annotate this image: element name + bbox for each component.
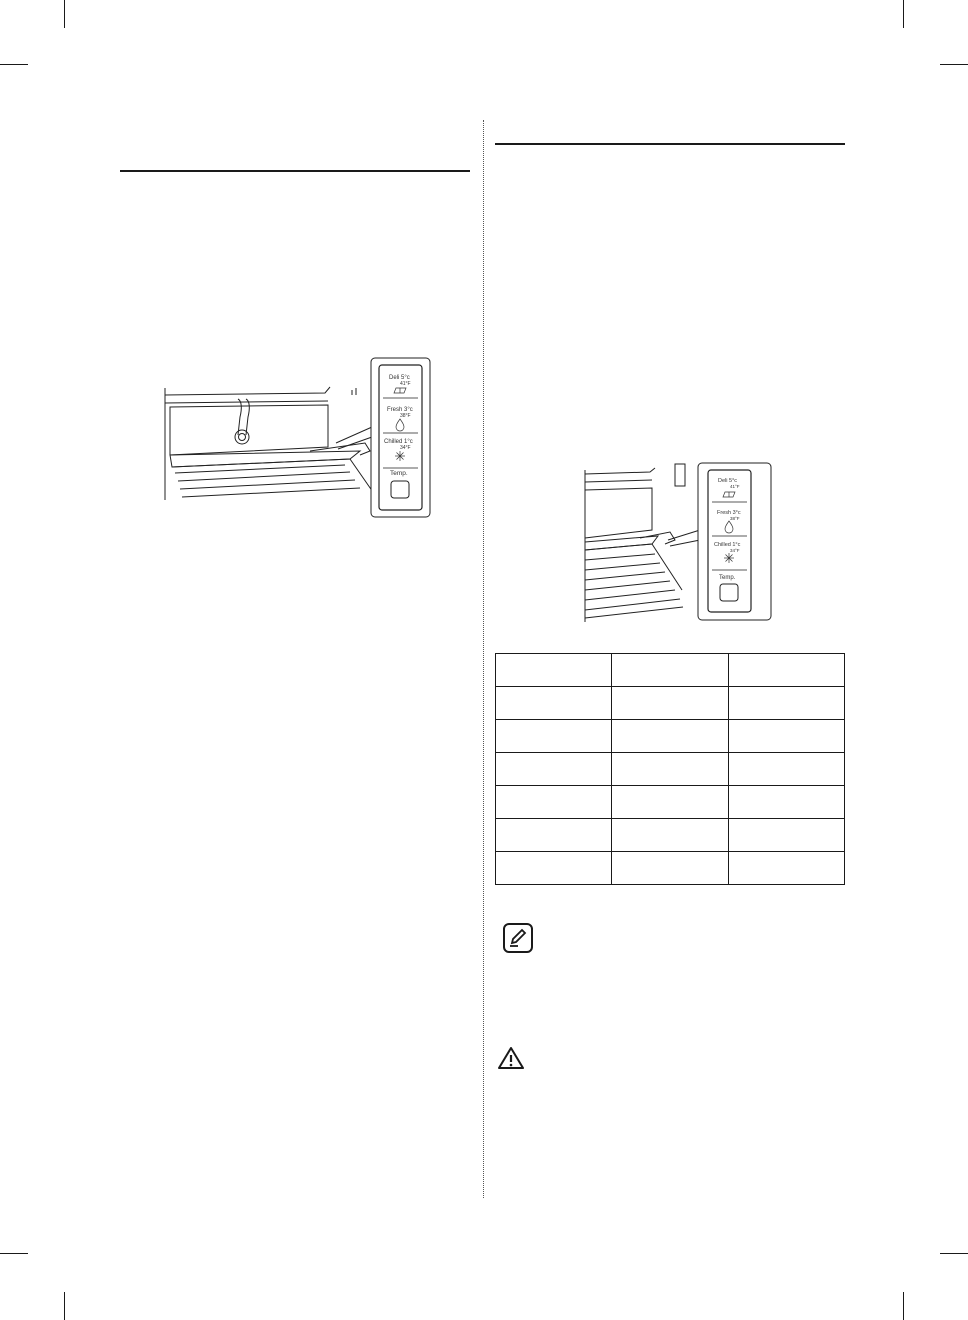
fresh-fahrenheit-right: 38°F (730, 516, 740, 521)
temp-label: Temp. (390, 470, 408, 477)
chilled-snowflake-icon-right (724, 553, 734, 563)
table-row (496, 852, 845, 885)
warning-triangle-icon (497, 1046, 525, 1070)
table-cell (728, 720, 844, 753)
fresh-label-right: Fresh (717, 510, 732, 516)
temp-label-right: Temp. (719, 575, 736, 581)
table-cell (728, 786, 844, 819)
deli-fahrenheit: 41°F (400, 381, 411, 387)
fresh-fahrenheit: 38°F (400, 413, 411, 419)
chilled-snowflake-icon (395, 451, 405, 461)
temp-button[interactable] (391, 481, 409, 498)
table-cell (612, 654, 728, 687)
table-cell (496, 852, 612, 885)
table-cell (612, 819, 728, 852)
crop-mark-top-left-h (0, 64, 28, 65)
deli-label: Deli (389, 375, 400, 381)
chilled-label-right: Chilled (714, 542, 731, 548)
deli-celsius-right: 5°c (729, 478, 738, 484)
table-cell (612, 720, 728, 753)
fresh-celsius: 3°c (404, 407, 413, 413)
table-row (496, 819, 845, 852)
crop-mark-top-right-h (940, 64, 968, 65)
crop-mark-top-right-v (903, 0, 904, 28)
table-cell (728, 687, 844, 720)
crop-mark-bottom-left-h (0, 1253, 28, 1254)
table-cell (728, 654, 844, 687)
note-pencil-icon (503, 923, 533, 953)
table-row (496, 687, 845, 720)
table-cell (496, 753, 612, 786)
right-section-rule (495, 143, 845, 145)
chilled-fahrenheit-right: 34°F (730, 548, 740, 553)
fresh-celsius-right: 3°c (732, 510, 741, 516)
chilled-label: Chilled (384, 439, 403, 445)
crop-mark-bottom-right-h (940, 1253, 968, 1254)
left-section-rule (120, 170, 470, 172)
chilled-celsius-right: 1°c (732, 542, 741, 548)
table-cell (496, 819, 612, 852)
table-cell (496, 720, 612, 753)
temp-button-right[interactable] (720, 584, 738, 601)
crop-mark-bottom-left-v (64, 1292, 65, 1320)
deli-fahrenheit-right: 41°F (730, 484, 740, 489)
table-cell (728, 753, 844, 786)
table-cell (728, 852, 844, 885)
deli-celsius: 5°c (401, 375, 410, 381)
table-cell (496, 654, 612, 687)
table-row (496, 654, 845, 687)
table-cell (496, 687, 612, 720)
table-cell (612, 852, 728, 885)
column-divider (483, 120, 484, 1198)
chilled-fahrenheit: 34°F (400, 445, 411, 451)
table-row (496, 786, 845, 819)
drawer-illustration-left (160, 355, 435, 520)
drawer-illustration-right (580, 460, 775, 625)
crop-mark-bottom-right-v (903, 1292, 904, 1320)
table-cell (612, 786, 728, 819)
table-cell (728, 819, 844, 852)
deli-label-right: Deli (718, 478, 728, 484)
table-row (496, 753, 845, 786)
temperature-table (495, 653, 845, 885)
fresh-label: Fresh (387, 407, 403, 413)
chilled-celsius: 1°c (404, 439, 413, 445)
table-row (496, 720, 845, 753)
table-cell (612, 753, 728, 786)
table-cell (496, 786, 612, 819)
crop-mark-top-left-v (64, 0, 65, 28)
table-cell (612, 687, 728, 720)
